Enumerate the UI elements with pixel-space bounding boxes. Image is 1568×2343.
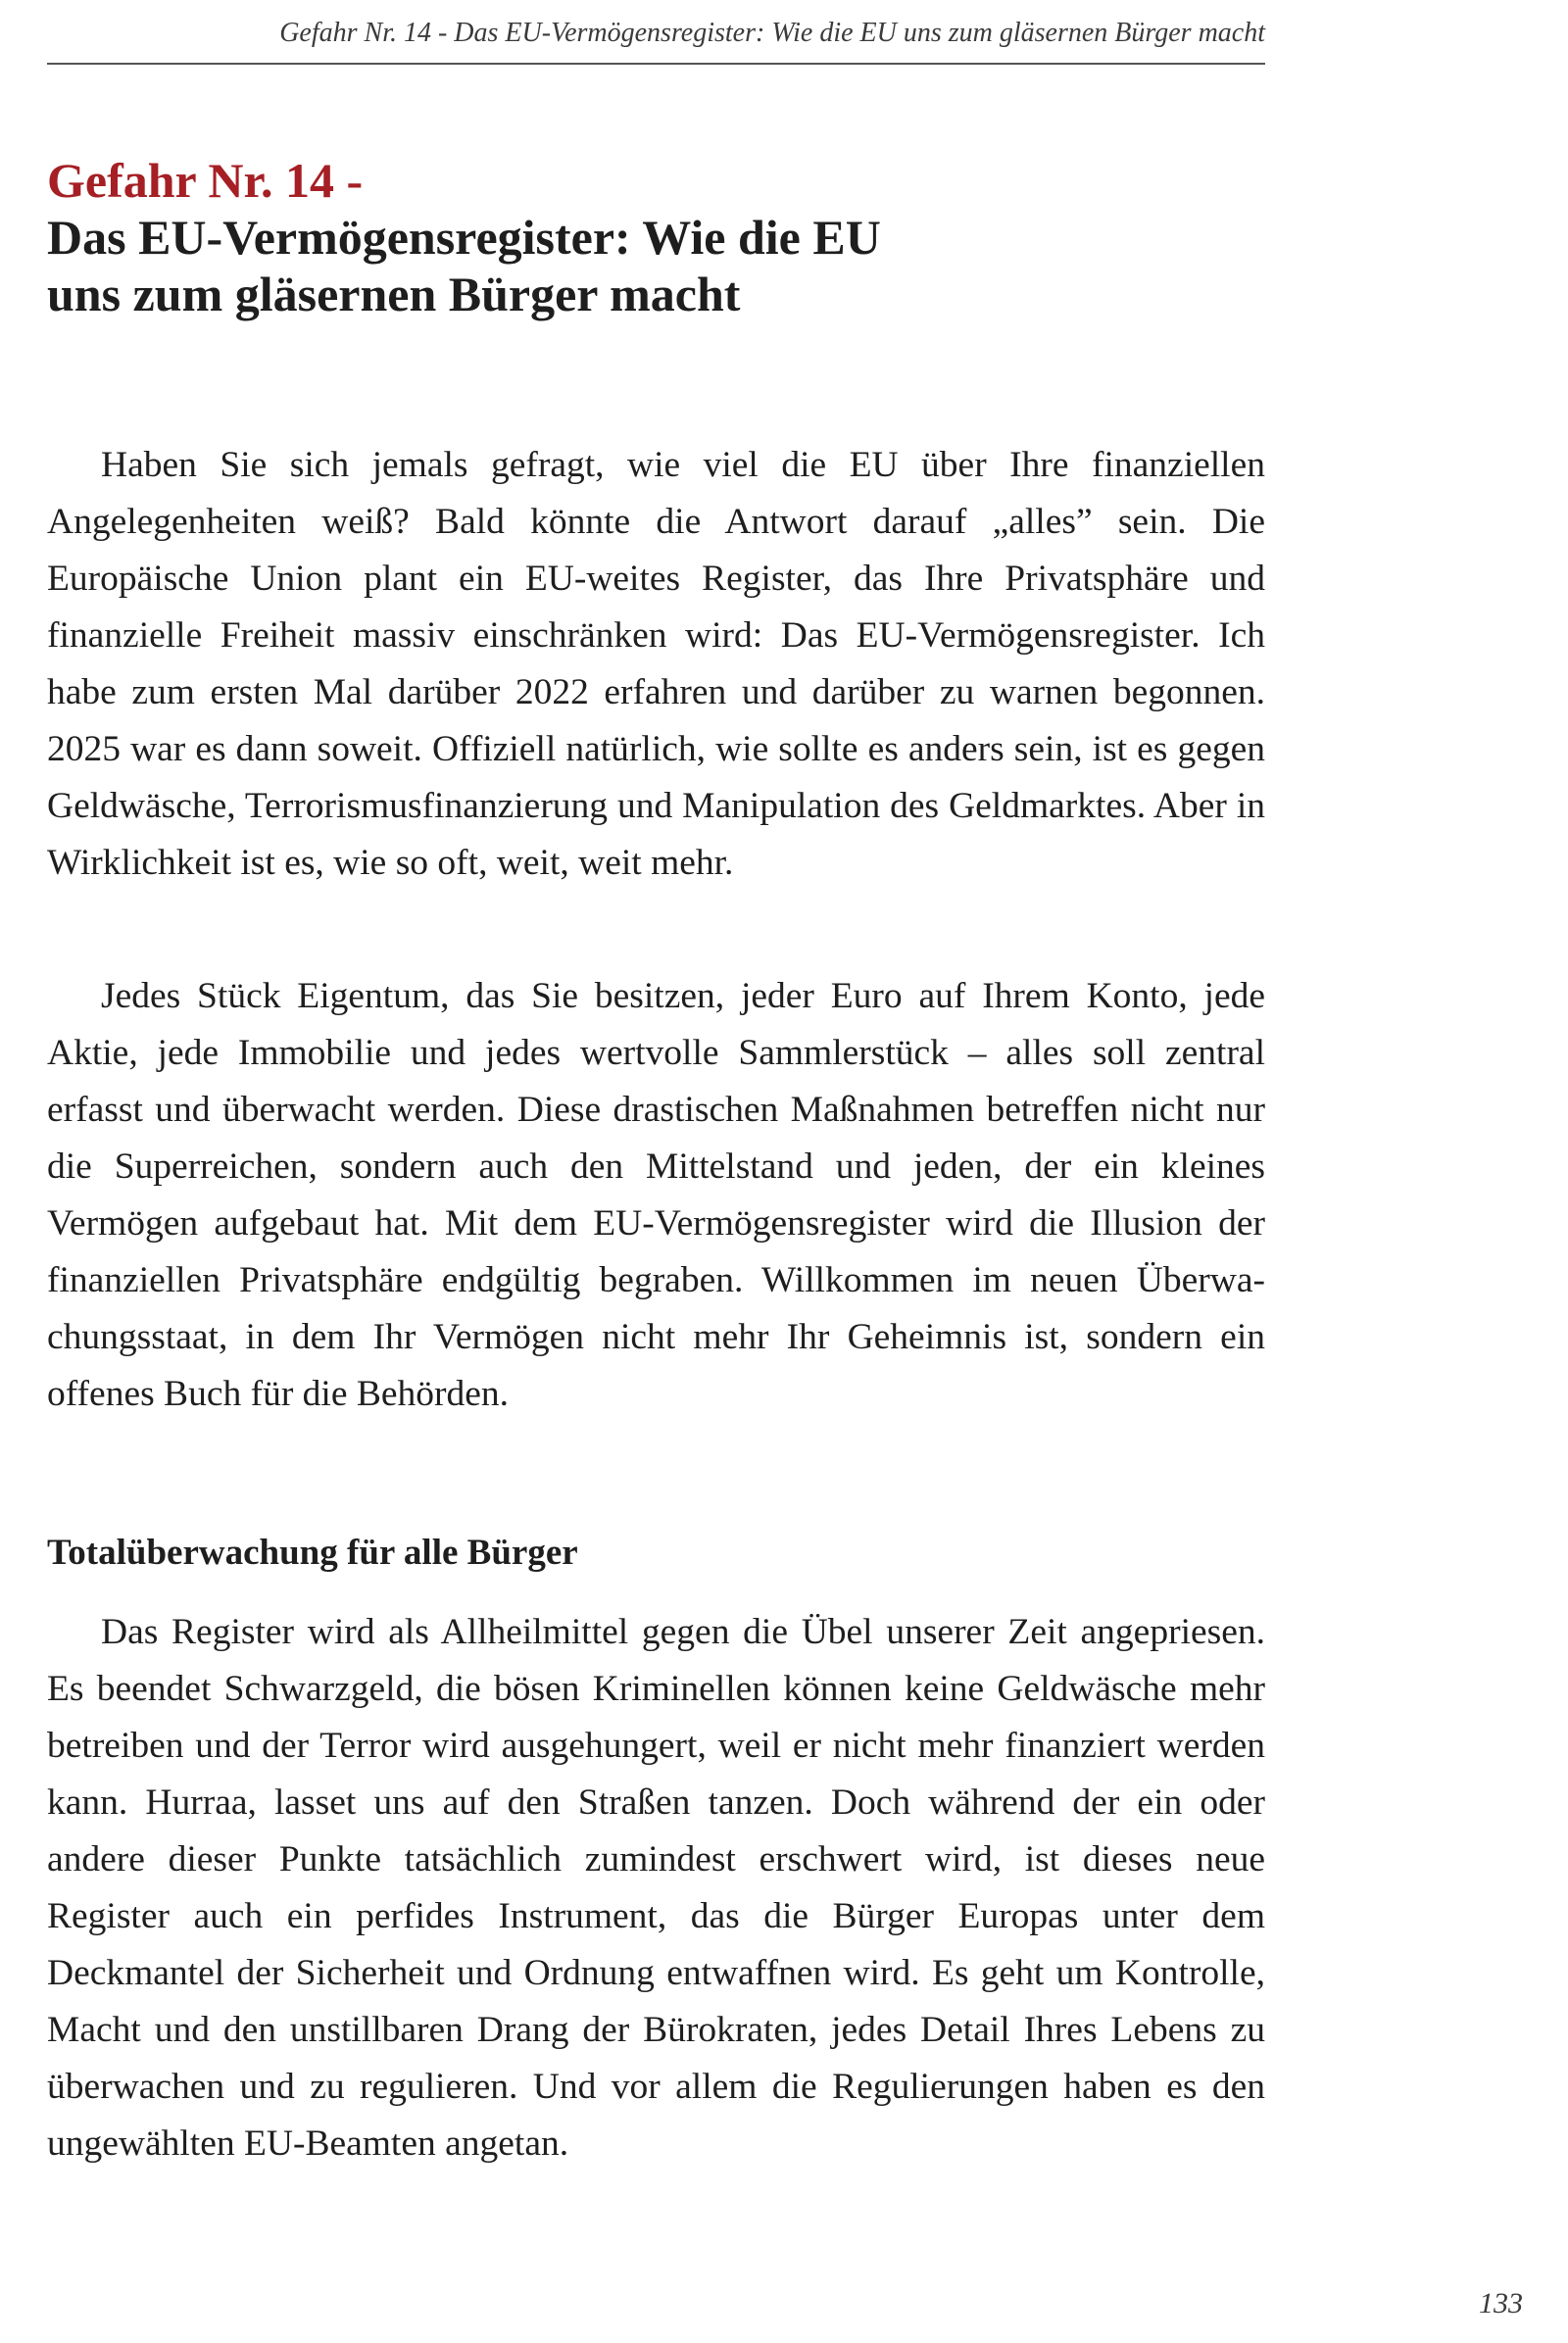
chapter-heading <box>47 152 1265 322</box>
body-paragraph-2: Jedes Stück Eigentum, das Sie besitzen, jeder Euro auf Ihrem Konto, jede Aktie, jede Immobilie und jedes wertvolle Sammlerstück – alles soll zentral erfasst und überwacht werden. Diese drastischen Maßnahmen betreffen nicht nur die Superreichen, sondern auch den Mittelstand und jeden, der ein kleines Vermögen aufgebaut hat. Mit dem EU-Vermögensregister wird die Illusion der finanziellen Privatsphäre endgültig begraben. Willkommen im neuen Überwachungsstaat, in dem Ihr Vermögen nicht mehr Ihr Geheimnis ist, sondern ein offenes Buch für die Behörden. <box>47 976 1265 1414</box>
header-divider <box>47 63 1265 65</box>
section-paragraph: Das Register wird als Allheilmittel gegen die Übel unserer Zeit angepriesen. Es beendet Schwarzgeld, die bösen Kriminellen können keine Geldwäsche mehr betreiben und der Terror wird ausgehungert, weil er nicht mehr finanziert werden kann. Hurraa, lasset uns auf den Straßen tanzen. Doch während der ein oder andere dieser Punkte tatsächlich zumindest erschwert wird, ist dieses neue Register auch ein perfides Instrument, das die Bürger Europas unter dem Deckmantel der Sicherheit und Ordnung entwaffnen wird. Es geht um Kontrolle, Macht und den unstillbaren Drang der Bürokraten, jedes Detail Ihres Lebens zu überwachen und zu regulieren. Und vor allem die Regulierungen haben es den ungewählten EU-Beamten angetan. <box>47 1612 1265 2164</box>
chapter-title-line-1: Das EU-Vermögensregister: Wie die EU <box>47 210 881 265</box>
body-paragraph-1: Haben Sie sich jemals gefragt, wie viel die EU über Ihre finanziellen Angelegenheiten weiß? Bald könnte die Antwort darauf „alles” sein. Die Europäische Union plant ein EU-weites Register, das Ihre Privatsphäre und finanzielle Freiheit massiv einschränken wird: Das EU-Vermögensregister. Ich habe zum ersten Mal darüber 2022 erfahren und darüber zu warnen begonnen. 2025 war es dann soweit. Offiziell natürlich, wie sollte es anders sein, ist es gegen Geldwäsche, Terrorismusfinanzierung und Manipulation des Geldmarktes. Aber in Wirklichkeit ist es, wie so oft, weit, weit mehr. <box>47 445 1265 883</box>
running-header: Gefahr Nr. 14 - Das EU-Vermögensregister: Wie die EU uns zum gläsernen Bürger macht <box>279 18 1265 48</box>
chapter-number: Gefahr Nr. 14 - <box>47 153 364 208</box>
chapter-title-line-2: uns zum gläsernen Bürger macht <box>47 267 741 321</box>
page-number: 133 <box>1479 2287 1523 2319</box>
section-heading: Totalüberwachung für alle Bürger <box>47 1533 578 1573</box>
